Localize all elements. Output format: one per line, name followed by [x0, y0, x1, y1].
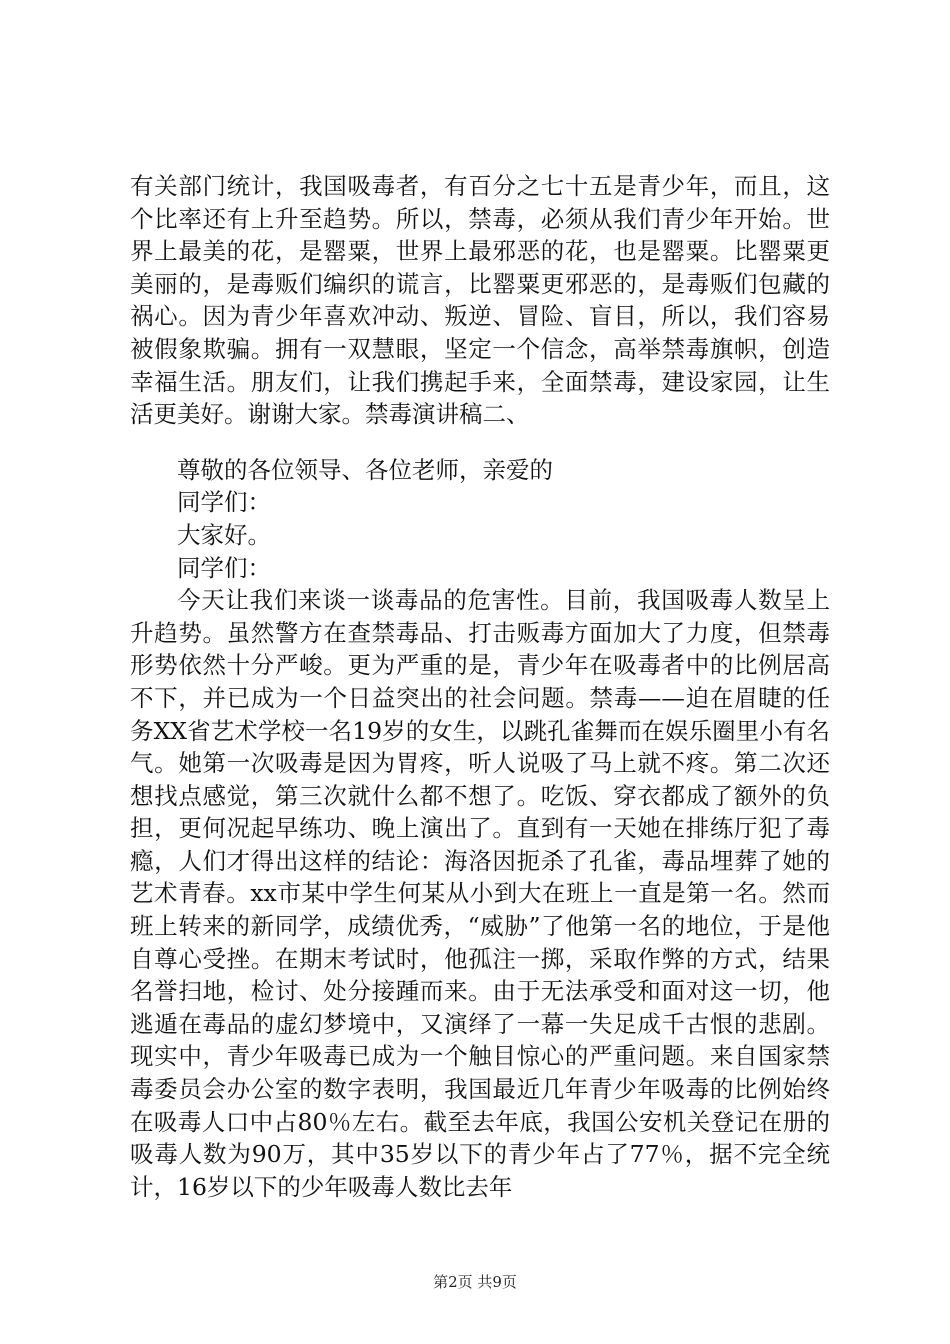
page-footer: [0, 1272, 950, 1292]
salutation-leaders: 尊敬的各位领导、各位老师，亲爱的: [177, 455, 553, 484]
page-number-label: 第2页 共9页: [433, 1273, 517, 1291]
paragraph-1: 有关部门统计，我国吸毒者，有百分之七十五是青少年，而且，这个比率还有上升至趋势。所以，禁毒，必须从我们青少年开始。世界上最美的花，是罂粟，世界上最邪恶的花，也是罂粟。比罂粟更美丽的，是毒贩们编织的谎言，比罂粟更邪恶的，是毒贩们包藏的祸心。因为青少年喜欢冲动、叛逆、冒险、盲目，所以，我们容易被假象欺骗。拥有一双慧眼，坚定一个信念，高举禁毒旗帜，创造幸福生活。朋友们，让我们携起手来，全面禁毒，建设家园，让生活更美好。谢谢大家。禁毒演讲稿二、: [130, 172, 830, 429]
greeting: 大家好。: [177, 520, 271, 549]
document-body: [130, 170, 830, 1203]
salutation-students-2: 同学们：: [177, 553, 271, 582]
paragraph-2: 今天让我们来谈一谈毒品的危害性。目前，我国吸毒人数呈上升趋势。虽然警方在查禁毒品、打击贩毒方面加大了力度，但禁毒形势依然十分严峻。更为严重的是，青少年在吸毒者中的比例居高不下，并已成为一个日益突出的社会问题。禁毒——迫在眉睫的任务XX省艺术学校一名19岁的女生，以跳孔雀舞而在娱乐圈里小有名气。她第一次吸毒是因为胃疼，听人说吸了马上就不疼。第二次还想找点感觉，第三次就什么都不想了。吃饭、穿衣都成了额外的负担，更何况起早练功、晚上演出了。直到有一天她在排练厅犯了毒瘾，人们才得出这样的结论：海洛因扼杀了孔雀，毒品埋葬了她的艺术青春。xx市某中学生何某从小到大在班上一直是第一名。然而班上转来的新同学，成绩优秀，“威胁”了他第一名的地位，于是他自尊心受挫。在期末考试时，他孤注一掷，采取作弊的方式，结果名誉扫地，检讨、处分接踵而来。由于无法承受和面对这一切，他逃遁在毒品的虚幻梦境中，又演绎了一幕一失足成千古恨的悲剧。现实中，青少年吸毒已成为一个触目惊心的严重问题。来自国家禁毒委员会办公室的数字表明，我国最近几年青少年吸毒的比例始终在吸毒人口中占80％左右。截至去年底，我国公安机关登记在册的吸毒人数为90万，其中35岁以下的青少年占了77％，据不完全统计，16岁以下的少年吸毒人数比去年: [130, 586, 830, 1201]
salutation-students: 同学们：: [177, 488, 271, 517]
